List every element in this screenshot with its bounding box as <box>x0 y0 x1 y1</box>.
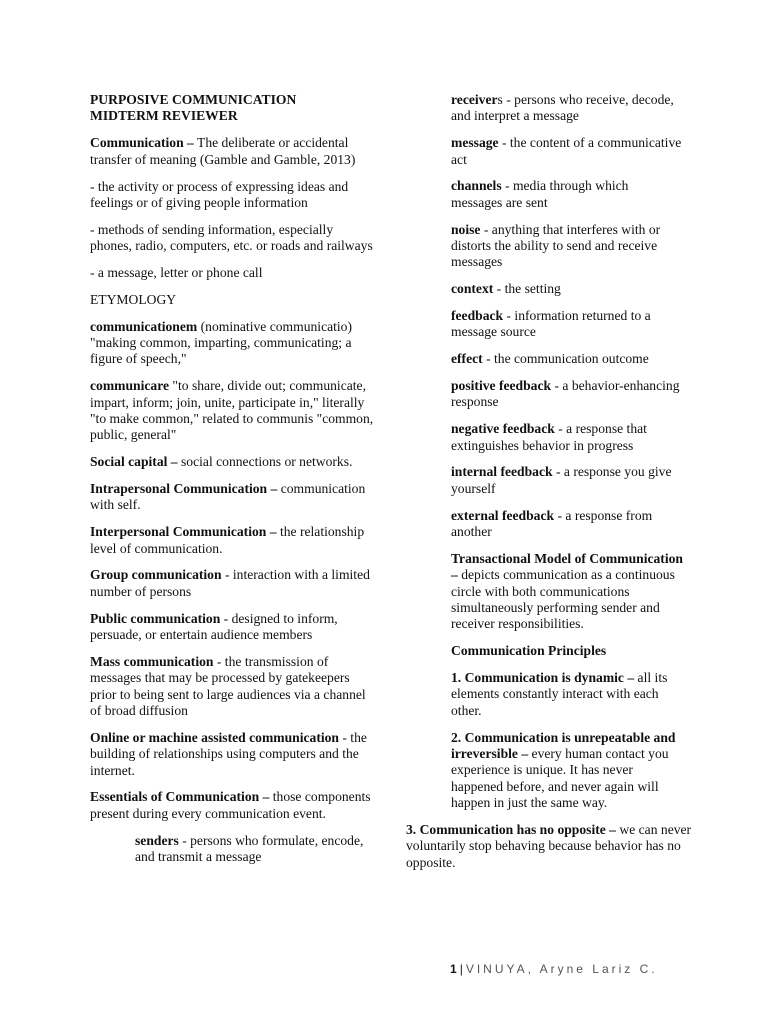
definition: depicts communication as a continuous circle with both communications simultaneously performing sender and receiver responsibilities. <box>451 567 675 632</box>
definition: - designed to inform, persuade, or entertain audience members <box>90 610 338 643</box>
etymology-communicare <box>90 378 376 444</box>
term: Essentials of Communication – <box>90 789 270 805</box>
etymology-communicationem <box>90 319 376 368</box>
page-number: 1 <box>450 962 457 976</box>
term: feedback <box>451 308 504 324</box>
definition-essentials <box>90 789 376 822</box>
term: senders <box>135 832 179 848</box>
author-name: VINUYA, Aryne Lariz C. <box>465 962 658 976</box>
definition: all its elements constantly interact with each other. <box>451 670 668 718</box>
term: Online or machine assisted communication <box>90 729 339 745</box>
definition: - a response you give yourself <box>451 464 672 496</box>
definition-feedback <box>451 308 683 341</box>
definition-positive-feedback <box>451 378 683 411</box>
definition: communication with self. <box>90 481 366 513</box>
definition: social connections or networks. <box>177 454 353 470</box>
definition-item: - a message, letter or phone call <box>90 265 263 281</box>
definition-interpersonal <box>90 524 376 557</box>
term: negative feedback <box>451 421 555 437</box>
definition: The deliberate or accidental transfer of meaning (Gamble and Gamble, 2013) <box>90 135 356 167</box>
definition-external-feedback <box>451 508 683 541</box>
definition-public <box>90 611 376 644</box>
definition-communication <box>90 135 376 168</box>
definition-senders <box>135 833 376 866</box>
definition-mass <box>90 654 376 720</box>
term: 3. Communication has no opposite – <box>406 822 616 838</box>
term: receiver <box>451 92 498 107</box>
term: Interpersonal Communication – <box>90 524 277 540</box>
principle-2 <box>451 730 683 812</box>
definition: - the transmission of messages that may be processed by gatekeepers prior to being sent to large audiences via a channel of broad diffusion <box>90 653 366 719</box>
page-footer <box>450 962 658 976</box>
definition-intrapersonal <box>90 481 376 514</box>
definition-message <box>451 135 683 168</box>
definition: (nominative communicatio) "making common, imparting, communicating; a figure of speech," <box>90 318 353 367</box>
term: Mass communication <box>90 653 214 669</box>
definition: every human contact you experience is unique. It has never happened before, and never again will happen in just the same way. <box>451 746 669 811</box>
term: Transactional Model of Communication – <box>451 550 683 583</box>
definition: "to share, divide out; communicate, impart, inform; join, unite, participate in," literally "to make common," related to communis "common, public, general" <box>90 378 374 443</box>
definition: - interaction with a limited number of persons <box>90 567 370 599</box>
definition-effect <box>451 351 683 367</box>
term: external feedback <box>451 507 555 523</box>
definition-item: - methods of sending information, especially phones, radio, computers, etc. or roads and railways <box>90 221 373 254</box>
definition-receivers <box>451 92 683 125</box>
right-column <box>406 92 692 882</box>
definition-online <box>90 730 376 779</box>
definition: we can never voluntarily stop behaving because behavior has no opposite. <box>406 822 692 870</box>
title-line-1: PURPOSIVE COMMUNICATION <box>90 92 297 107</box>
term: Social capital – <box>90 454 178 470</box>
definition-item: - the activity or process of expressing ideas and feelings or of giving people information <box>90 178 349 211</box>
definition: - the communication outcome <box>482 351 649 367</box>
definition-channels <box>451 178 683 211</box>
term: positive feedback <box>451 378 552 394</box>
term: Public communication <box>90 610 221 626</box>
principles-heading: Communication Principles <box>451 643 607 659</box>
definition-noise <box>451 222 683 271</box>
principle-1 <box>451 670 683 719</box>
term: Intrapersonal Communication – <box>90 481 278 497</box>
term: communicationem <box>90 318 198 334</box>
term: message <box>451 135 499 151</box>
term: Communication – <box>90 135 194 151</box>
term: internal feedback <box>451 464 553 480</box>
term: 2. Communication is unrepeatable and irreversible – <box>451 729 676 762</box>
definition: the relationship level of communication. <box>90 524 365 556</box>
definition-social-capital <box>90 454 376 470</box>
footer-separator: | <box>459 962 463 976</box>
term: effect <box>451 351 483 367</box>
definition: s - persons who receive, decode, and interpret a message <box>451 92 674 124</box>
definition: - the setting <box>493 281 561 297</box>
term: channels <box>451 178 502 194</box>
term: 1. Communication is dynamic – <box>451 670 635 686</box>
term: Group communication <box>90 567 222 583</box>
definition: - persons who formulate, encode, and transmit a message <box>135 832 364 865</box>
definition-transactional-model <box>451 551 683 633</box>
term: context <box>451 281 494 297</box>
definition: - media through which messages are sent <box>451 178 629 210</box>
definition: - a behavior-enhancing response <box>451 378 680 410</box>
definition: - a response from another <box>451 507 653 540</box>
definition: - the content of a communicative act <box>451 135 682 167</box>
definition: - a response that extinguishes behavior in progress <box>451 421 647 453</box>
definition: - anything that interferes with or distorts the ability to send and receive messages <box>451 221 661 270</box>
definition-negative-feedback <box>451 421 683 454</box>
definition: - the building of relationships using computers and the internet. <box>90 729 367 778</box>
definition-internal-feedback <box>451 464 683 497</box>
principle-3 <box>406 822 706 871</box>
definition-group <box>90 567 376 600</box>
left-column <box>90 92 376 876</box>
definition: - information returned to a message source <box>451 308 651 340</box>
term: noise <box>451 221 481 237</box>
definition-context <box>451 281 683 297</box>
term: communicare <box>90 378 170 394</box>
page-title <box>90 92 376 125</box>
etymology-heading: ETYMOLOGY <box>90 291 177 307</box>
definition: those components present during every communication event. <box>90 789 371 821</box>
title-line-2: MIDTERM REVIEWER <box>90 108 238 124</box>
